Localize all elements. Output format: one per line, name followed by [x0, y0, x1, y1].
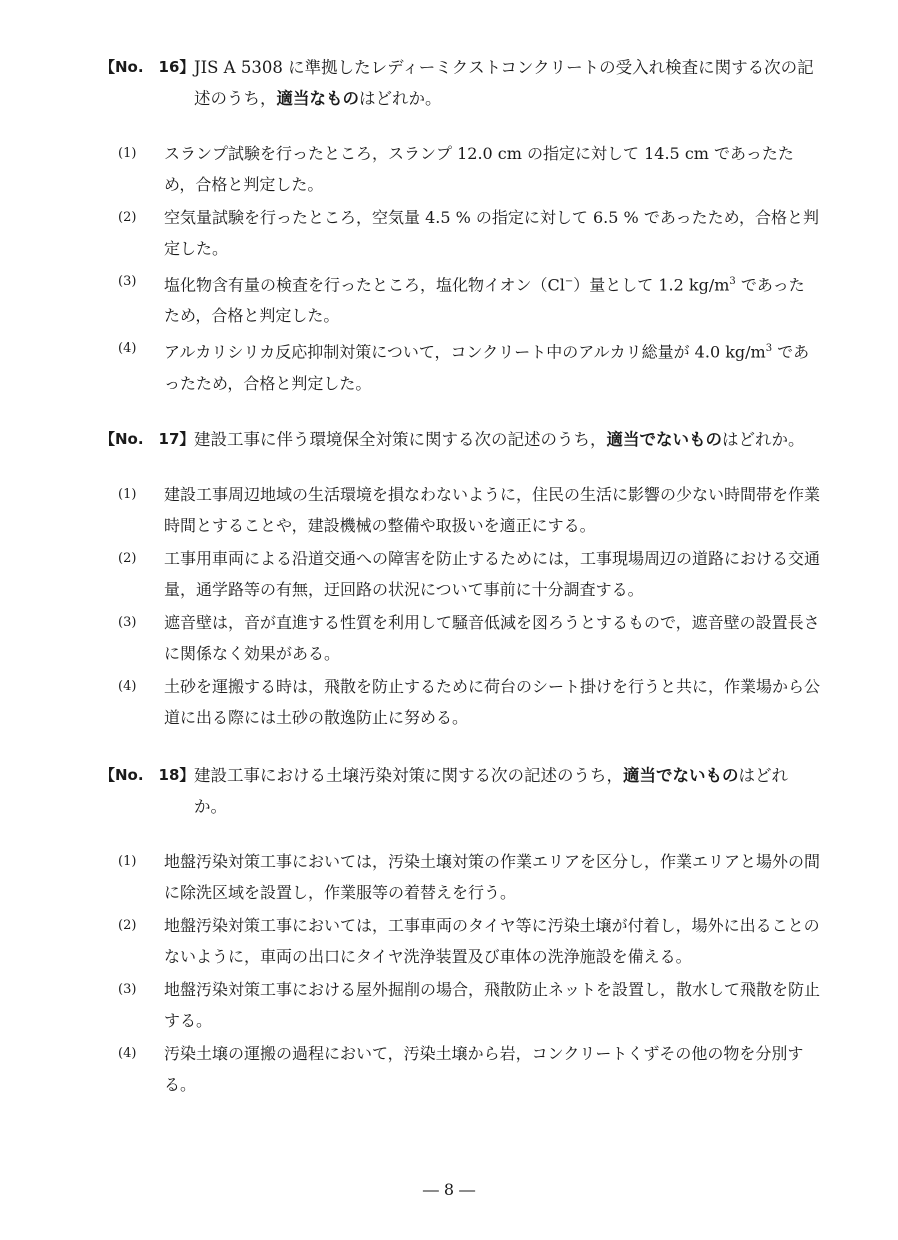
option-list	[100, 846, 820, 1100]
option-list	[100, 138, 820, 399]
option-number: (4)	[118, 679, 137, 694]
option-number: (2)	[118, 210, 137, 225]
option-number: (3)	[118, 615, 137, 630]
page-number: ― 8 ―	[422, 1180, 476, 1199]
option-4	[100, 671, 820, 733]
option-number: (4)	[118, 341, 137, 357]
option-4	[100, 333, 820, 398]
question-17	[100, 424, 820, 735]
question-stem: 建設工事に伴う環境保全対策に関する次の記述のうち，適当でないものはどれか。	[194, 430, 805, 449]
option-text: 地盤汚染対策工事においては，工事車両のタイヤ等に汚染土壌が付着し，場外に出ることのないように，車両の出口にタイヤ洗浄装置及び車体の洗浄施設を備える。	[164, 916, 820, 966]
option-text: 土砂を運搬する時は，飛散を防止するために荷台のシート掛けを行うと共に，作業場から公道に出る際には土砂の散逸防止に努める。	[164, 677, 821, 727]
option-list	[100, 479, 820, 733]
option-number: (1)	[118, 487, 137, 502]
option-2	[100, 202, 820, 264]
question-stem: JIS A 5308 に準拠したレディーミクストコンクリートの受入れ検査に関する次の記述のうち，適当なものはどれか。	[194, 58, 814, 108]
question-number: 【No. 17】	[100, 430, 195, 448]
option-2	[100, 910, 820, 972]
option-text: 地盤汚染対策工事においては，汚染土壌対策の作業エリアを区分し，作業エリアと場外の間に除洗区域を設置し，作業服等の着替えを行う。	[164, 852, 821, 902]
option-text: アルカリシリカ反応抑制対策について，コンクリート中のアルカリ総量が 4.0 $kg/m^3$ であったため，合格と判定した。	[164, 342, 810, 393]
question-16	[100, 52, 820, 401]
option-text: 空気量試験を行ったところ，空気量 4.5 % の指定に対して 6.5 % であったため，合格と判定した。	[164, 208, 820, 258]
emphasis-keyword: 適当でないもの	[623, 766, 739, 785]
option-text: 遮音壁は，音が直進する性質を利用して騒音低減を図ろうとするもので，遮音壁の設置長さに関係なく効果がある。	[164, 613, 820, 663]
option-1	[100, 479, 820, 541]
question-number: 【No. 18】	[100, 766, 195, 784]
option-text: 汚染土壌の運搬の過程において，汚染土壌から岩，コンクリートくずその他の物を分別する。	[164, 1044, 804, 1094]
option-number: (4)	[118, 1046, 137, 1061]
question-18	[100, 760, 820, 1102]
option-3	[100, 266, 820, 331]
option-number: (1)	[118, 854, 137, 869]
option-text: 建設工事周辺地域の生活環境を損なわないように，住民の生活に影響の少ない時間帯を作業時間とすることや，建設機械の整備や取扱いを適正にする。	[164, 485, 821, 535]
option-number: (2)	[118, 918, 137, 933]
option-1	[100, 846, 820, 908]
option-number: (3)	[118, 982, 137, 997]
option-4	[100, 1038, 820, 1100]
emphasis-keyword: 適当でないもの	[606, 430, 722, 449]
option-text: スランプ試験を行ったところ，スランプ 12.0 cm の指定に対して 14.5 cm であったため，合格と判定した。	[164, 144, 794, 194]
question-header	[100, 760, 820, 822]
option-number: (1)	[118, 146, 137, 161]
unit-exponent: 3	[765, 343, 773, 355]
option-number: (2)	[118, 551, 137, 566]
question-stem: 建設工事における土壌汚染対策に関する次の記述のうち，適当でないものはどれか。	[194, 766, 788, 816]
option-1	[100, 138, 820, 200]
option-2	[100, 543, 820, 605]
question-header	[100, 52, 820, 114]
emphasis-keyword: 適当なもの	[276, 89, 359, 108]
question-number: 【No. 16】	[100, 58, 195, 76]
option-text: 地盤汚染対策工事における屋外掘削の場合，飛散防止ネットを設置し，散水して飛散を防止する。	[164, 980, 821, 1030]
option-text: 塩化物含有量の検査を行ったところ，塩化物イオン（Cl−）量として 1.2 $kg/m^3$ であったため，合格と判定した。	[164, 275, 805, 326]
unit-exponent: 3	[729, 276, 736, 287]
option-number: (3)	[118, 274, 137, 289]
question-header	[100, 424, 820, 455]
ion-charge: −	[564, 276, 574, 287]
option-3	[100, 974, 820, 1036]
option-3	[100, 607, 820, 669]
option-text: 工事用車両による沿道交通への障害を防止するためには，工事現場周辺の道路における交通量，通学路等の有無，迂回路の状況について事前に十分調査する。	[164, 549, 821, 599]
